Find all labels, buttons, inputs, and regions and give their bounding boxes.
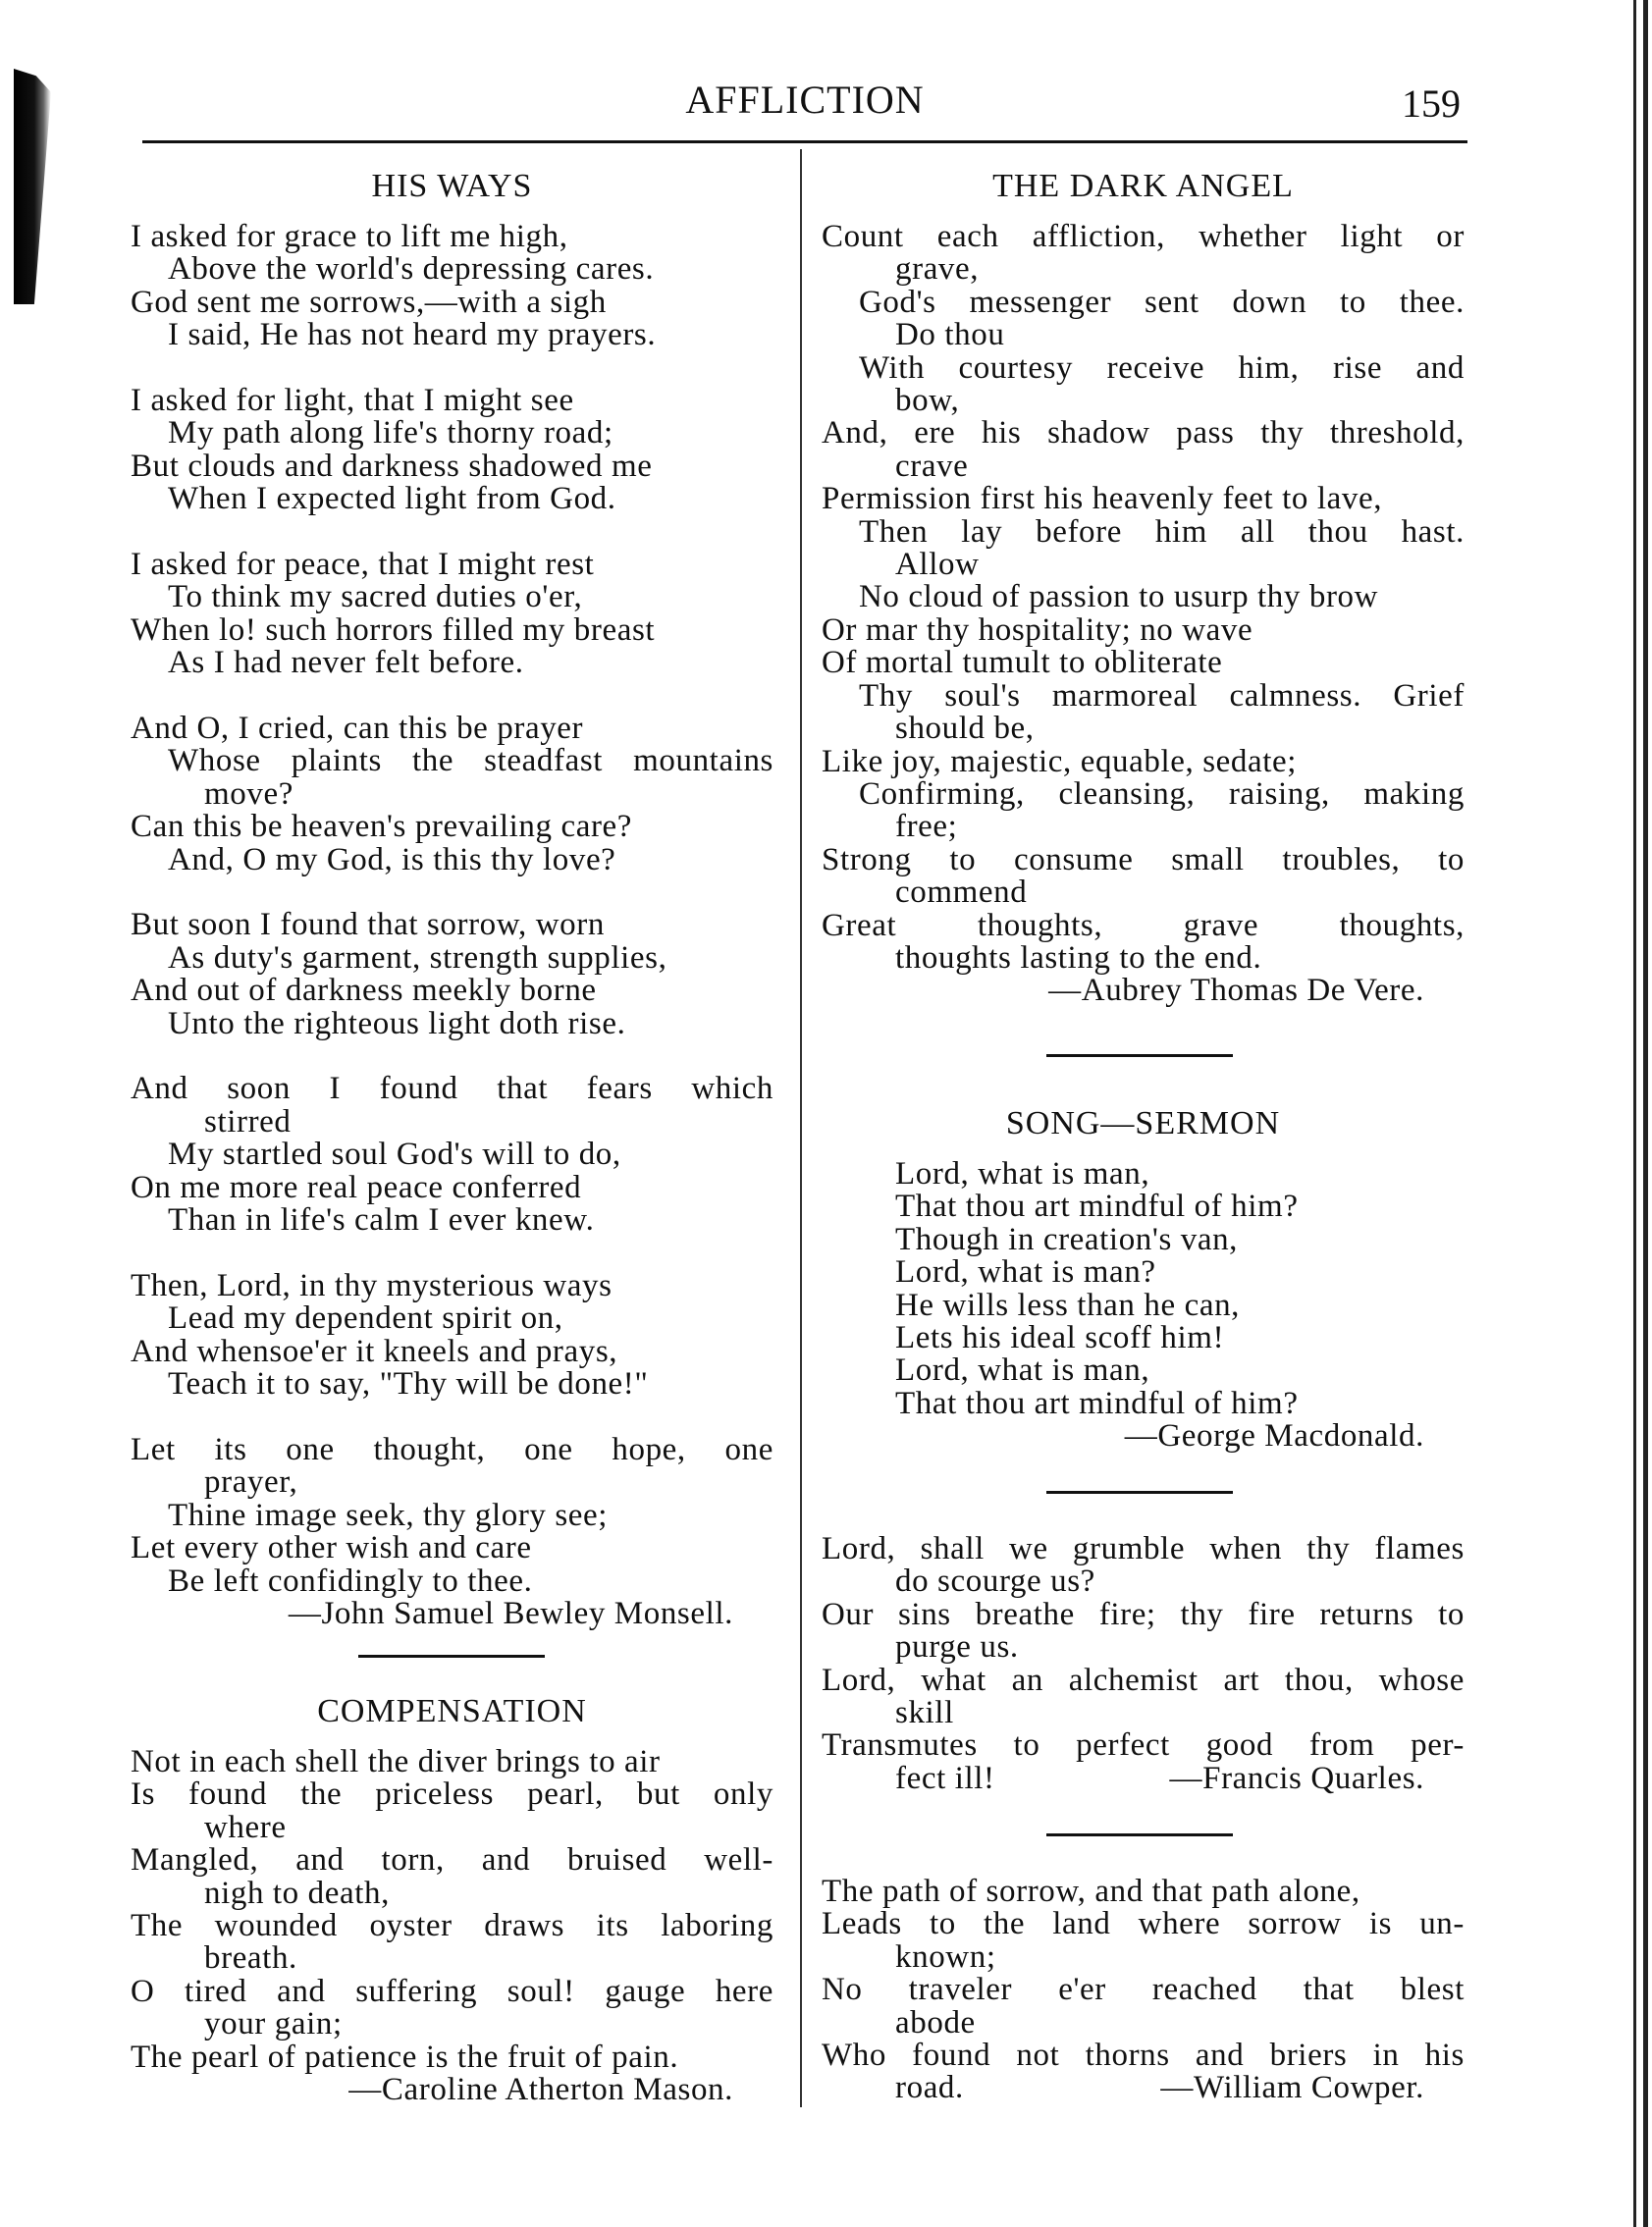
verse-text: Then lay before him all thou hast. [859, 513, 1465, 550]
verse-text: But clouds and darkness shadowed me [131, 448, 653, 484]
verse-text: Transmutes to perfect good from per- [822, 1727, 1465, 1764]
verse-line [822, 677, 1465, 714]
verse-line [131, 1073, 773, 1105]
page-edge-line [1643, 0, 1648, 2227]
verse-text: Let its one thought, one hope, one [131, 1431, 773, 1467]
verse-line [131, 1497, 773, 1533]
verse-text: On me more real peace conferred [131, 1169, 582, 1205]
verse-text: To think my sacred duties o'er, [168, 579, 583, 615]
verse-text: The path of sorrow, and that path alone, [822, 1874, 1360, 1909]
verse-line [131, 1746, 773, 1778]
verse-line [131, 1139, 773, 1171]
verse-line [822, 284, 1465, 320]
verse-line [822, 611, 1465, 648]
verse-line [131, 2041, 773, 2074]
verse-line [822, 1974, 1465, 2006]
verse-line [822, 1256, 1465, 1289]
poem-title: HIS WAYS [371, 168, 533, 204]
stanza [131, 1431, 773, 1599]
verse-line [822, 1191, 1465, 1223]
verse-text: Not in each shell the diver brings to air [131, 1744, 661, 1779]
page-edge-line [1633, 0, 1636, 2227]
verse-line [822, 1662, 1465, 1698]
verse-text: My startled soul God's will to do, [168, 1137, 621, 1173]
stanza [822, 1533, 1465, 1795]
verse-text: That thou art mindful of him? [895, 1189, 1299, 1225]
verse-line [822, 907, 1465, 943]
verse-line [131, 1466, 773, 1499]
poem-title: THE DARK ANGEL [992, 168, 1294, 204]
verse-text: Lord, what is man, [895, 1156, 1150, 1192]
verse-text: Thine image seek, thy glory see; [168, 1497, 609, 1533]
section-separator [1046, 1833, 1233, 1836]
verse-line [131, 975, 773, 1007]
verse-line [822, 811, 1465, 843]
verse-text: Lets his ideal scoff him! [895, 1320, 1225, 1356]
verse-text: I said, He has not heard my prayers. [168, 317, 657, 353]
verse-text: Teach it to say, "Thy will be done!" [168, 1366, 649, 1403]
verse-line [822, 2004, 1465, 2041]
verse-line [131, 549, 773, 581]
verse-line [131, 1368, 773, 1401]
verse-line [822, 1354, 1465, 1387]
verse-line [131, 417, 773, 450]
verse-line [822, 385, 1465, 417]
verse-line [822, 1158, 1465, 1191]
verse-line [822, 513, 1465, 550]
verse-line [131, 1778, 773, 1811]
poem-the-dark-angel [822, 170, 1465, 1008]
verse-line [822, 581, 1465, 613]
verse-text: Do thou [895, 317, 1005, 353]
verse-line [822, 1385, 1465, 1421]
section-separator [1046, 1491, 1233, 1494]
verse-line [131, 611, 773, 648]
verse-text: crave [895, 448, 969, 484]
poem-attribution: —Aubrey Thomas De Vere. [1048, 973, 1424, 1009]
verse-line [131, 1302, 773, 1335]
verse-text: breath. [204, 1940, 297, 1977]
verse-text: Let every other wish and care [131, 1530, 532, 1566]
verse-line [131, 1809, 773, 1845]
verse-line [131, 581, 773, 613]
verse-text: known; [895, 1938, 996, 1975]
verse-text: Whose plaints the steadfast mountains [168, 743, 773, 779]
page-number: 159 [1402, 81, 1461, 126]
verse-text: thoughts lasting to the end. [895, 939, 1262, 976]
verse-text: Then, Lord, in thy mysterious ways [131, 1267, 613, 1303]
verse-line [822, 1287, 1465, 1323]
verse-text: I asked for grace to lift me high, [131, 219, 568, 254]
verse-line [822, 448, 1465, 484]
verse-line [822, 349, 1465, 386]
verse-line [822, 743, 1465, 779]
verse-text: Than in life's calm I ever knew. [168, 1202, 595, 1239]
verse-line [131, 1005, 773, 1041]
verse-line [131, 713, 773, 745]
section-separator [1046, 1054, 1233, 1057]
verse-line [822, 1565, 1465, 1598]
verse-text: prayer, [204, 1464, 298, 1501]
verse-text: fect ill! [895, 1760, 995, 1796]
verse-line [131, 1910, 773, 1942]
stanza [131, 1746, 773, 2074]
verse-text: Like joy, majestic, equable, sedate; [822, 743, 1298, 779]
verse-line [131, 2008, 773, 2041]
poem-attribution: —Caroline Atherton Mason. [348, 2072, 733, 2108]
verse-text: Though in creation's van, [895, 1221, 1239, 1257]
verse-line [131, 1267, 773, 1303]
verse-text: No traveler e'er reached that blest [822, 1972, 1465, 2008]
verse-text: The wounded oyster draws its laboring [131, 1908, 773, 1944]
verse-line [131, 448, 773, 484]
verse-line [131, 745, 773, 777]
verse-line [131, 221, 773, 253]
verse-line [822, 713, 1465, 745]
verse-line [822, 1938, 1465, 1975]
verse-text: Is found the priceless pearl, but only [131, 1776, 773, 1813]
verse-text: And, ere his shadow pass thy threshold, [822, 415, 1465, 451]
verse-text: Unto the righteous light doth rise. [168, 1005, 626, 1041]
verse-line [822, 319, 1465, 351]
poem-attribution: —George Macdonald. [1124, 1418, 1424, 1455]
verse-text: O tired and suffering soul! gauge here [131, 1973, 773, 2009]
poem-compensation [131, 1695, 773, 2106]
verse-line [131, 1103, 773, 1140]
verse-text: God sent me sorrows,—with a sigh [131, 284, 607, 320]
verse-line [822, 483, 1465, 515]
verse-text: And O, I cried, can this be prayer [131, 711, 584, 747]
verse-text: And whensoe'er it kneels and prays, [131, 1333, 618, 1369]
verse-text: purge us. [895, 1629, 1019, 1666]
poem-title: COMPENSATION [317, 1693, 587, 1729]
verse-text: bow, [895, 383, 960, 419]
verse-text: When I expected light from God. [168, 481, 616, 517]
verse-text: do scourge us? [895, 1564, 1095, 1600]
verse-text: nigh to death, [204, 1875, 390, 1911]
verse-text: I asked for light, that I might see [131, 383, 574, 419]
stanza [131, 1267, 773, 1403]
verse-line [822, 876, 1465, 909]
stanza [131, 549, 773, 680]
verse-line [822, 775, 1465, 812]
poem-song-sermon [822, 1107, 1465, 1454]
poem-quarles [822, 1533, 1465, 1795]
header-rule [142, 140, 1467, 143]
poem-his-ways [131, 170, 773, 1630]
column-divider [800, 149, 802, 2107]
verse-line [822, 939, 1465, 976]
verse-line [131, 1204, 773, 1237]
verse-text: With courtesy receive him, rise and [859, 349, 1465, 386]
stanza [131, 221, 773, 352]
verse-text: Lord, what is man, [895, 1352, 1150, 1389]
stanza [131, 1073, 773, 1237]
verse-text: He wills less than he can, [895, 1287, 1241, 1323]
verse-line [131, 647, 773, 679]
verse-text: My path along life's thorny road; [168, 415, 613, 451]
verse-text: Count each affliction, whether light or [822, 219, 1465, 254]
verse-text: As duty's garment, strength supplies, [168, 939, 667, 976]
verse-text: free; [895, 809, 958, 845]
verse-line [822, 417, 1465, 450]
verse-text: The pearl of patience is the fruit of pain. [131, 2039, 679, 2075]
verse-text: But soon I found that sorrow, worn [131, 907, 605, 943]
verse-line [822, 841, 1465, 877]
verse-text: God's messenger sent down to thee. [859, 284, 1465, 320]
verse-text: move? [204, 775, 293, 812]
poem-title: SONG—SERMON [1005, 1105, 1281, 1141]
stanza [131, 385, 773, 516]
verse-text: That thou art mindful of him? [895, 1385, 1299, 1421]
verse-text: Our sins breathe fire; thy fire returns to [822, 1596, 1465, 1632]
verse-line [131, 775, 773, 812]
verse-line [822, 1908, 1465, 1940]
poem-cowper [822, 1876, 1465, 2105]
verse-text: And out of darkness meekly borne [131, 973, 597, 1009]
verse-line [131, 483, 773, 515]
verse-text: Strong to consume small troubles, to [822, 841, 1465, 877]
verse-line [822, 1631, 1465, 1664]
verse-text: Lord, what is man? [895, 1254, 1156, 1291]
verse-line [131, 1875, 773, 1911]
verse-line [131, 939, 773, 976]
verse-text: Confirming, cleansing, raising, making [859, 775, 1465, 812]
verse-line [131, 1844, 773, 1877]
verse-line [822, 1533, 1465, 1565]
verse-text: your gain; [204, 2006, 343, 2042]
poem-attribution: —Francis Quarles. [1169, 1760, 1424, 1796]
verse-line [131, 385, 773, 417]
verse-line [822, 221, 1465, 253]
verse-line [822, 2040, 1465, 2072]
verse-text: Leads to the land where sorrow is un- [822, 1906, 1465, 1942]
running-head: AFFLICTION [685, 78, 925, 122]
verse-text: Above the world's depressing cares. [168, 251, 655, 288]
verse-text: Or mar thy hospitality; no wave [822, 611, 1253, 648]
verse-text: Lord, shall we grumble when thy flames [822, 1531, 1465, 1566]
verse-line [822, 1596, 1465, 1632]
verse-text: abode [895, 2004, 976, 2041]
verse-text: Can this be heaven's prevailing care? [131, 809, 633, 845]
stanza [822, 1876, 1465, 2105]
verse-text: Be left confidingly to thee. [168, 1563, 533, 1599]
verse-line [822, 1221, 1465, 1257]
verse-text: When lo! such horrors filled my breast [131, 611, 656, 648]
verse-text: Lead my dependent spirit on, [168, 1300, 563, 1337]
verse-line [822, 1729, 1465, 1762]
verse-line [131, 1431, 773, 1467]
poem-attribution: —John Samuel Bewley Monsell. [288, 1595, 733, 1631]
verse-line [822, 647, 1465, 679]
verse-line [131, 1973, 773, 2009]
verse-text: Lord, what an alchemist art thou, whose [822, 1662, 1465, 1698]
verse-text: grave, [895, 251, 980, 288]
verse-text: road. [895, 2070, 964, 2106]
verse-text: And, O my God, is this thy love? [168, 841, 616, 877]
verse-text: Permission first his heavenly feet to lave, [822, 481, 1383, 517]
verse-line [131, 1333, 773, 1369]
verse-line [131, 1942, 773, 1975]
verse-line [822, 1760, 1465, 1796]
verse-text: As I had never felt before. [168, 645, 524, 681]
verse-text: Who found not thorns and briers in his [822, 2038, 1465, 2074]
verse-line [822, 1322, 1465, 1354]
verse-line [822, 1876, 1465, 1908]
verse-text: And soon I found that fears which [131, 1071, 773, 1107]
stanza [822, 221, 1465, 975]
verse-line [131, 811, 773, 843]
stanza [822, 1158, 1465, 1420]
verse-text: where [204, 1809, 287, 1845]
verse-line [131, 841, 773, 877]
verse-line [131, 1532, 773, 1564]
verse-line [131, 1565, 773, 1598]
verse-text: No cloud of passion to usurp thy brow [859, 579, 1379, 615]
poem-attribution: —William Cowper. [1160, 2070, 1424, 2106]
stanza [131, 713, 773, 876]
verse-text: skill [895, 1695, 954, 1731]
verse-line [822, 2072, 1465, 2104]
verse-text: commend [895, 875, 1028, 911]
verse-text: Great thoughts, grave thoughts, [822, 907, 1465, 943]
verse-line [131, 253, 773, 286]
verse-text: Mangled, and torn, and bruised well- [131, 1842, 773, 1879]
verse-text: Allow [895, 547, 980, 583]
verse-line [822, 549, 1465, 581]
verse-text: stirred [204, 1103, 292, 1140]
verse-line [131, 1169, 773, 1205]
stanza [131, 909, 773, 1040]
verse-text: Thy soul's marmoreal calmness. Grief [859, 677, 1465, 714]
section-separator [358, 1655, 545, 1658]
verse-text: I asked for peace, that I might rest [131, 547, 595, 583]
verse-line [131, 319, 773, 351]
verse-line [822, 253, 1465, 286]
verse-line [131, 909, 773, 941]
verse-line [131, 284, 773, 320]
verse-line [822, 1697, 1465, 1729]
verse-text: should be, [895, 711, 1035, 747]
verse-text: Of mortal tumult to obliterate [822, 645, 1223, 681]
